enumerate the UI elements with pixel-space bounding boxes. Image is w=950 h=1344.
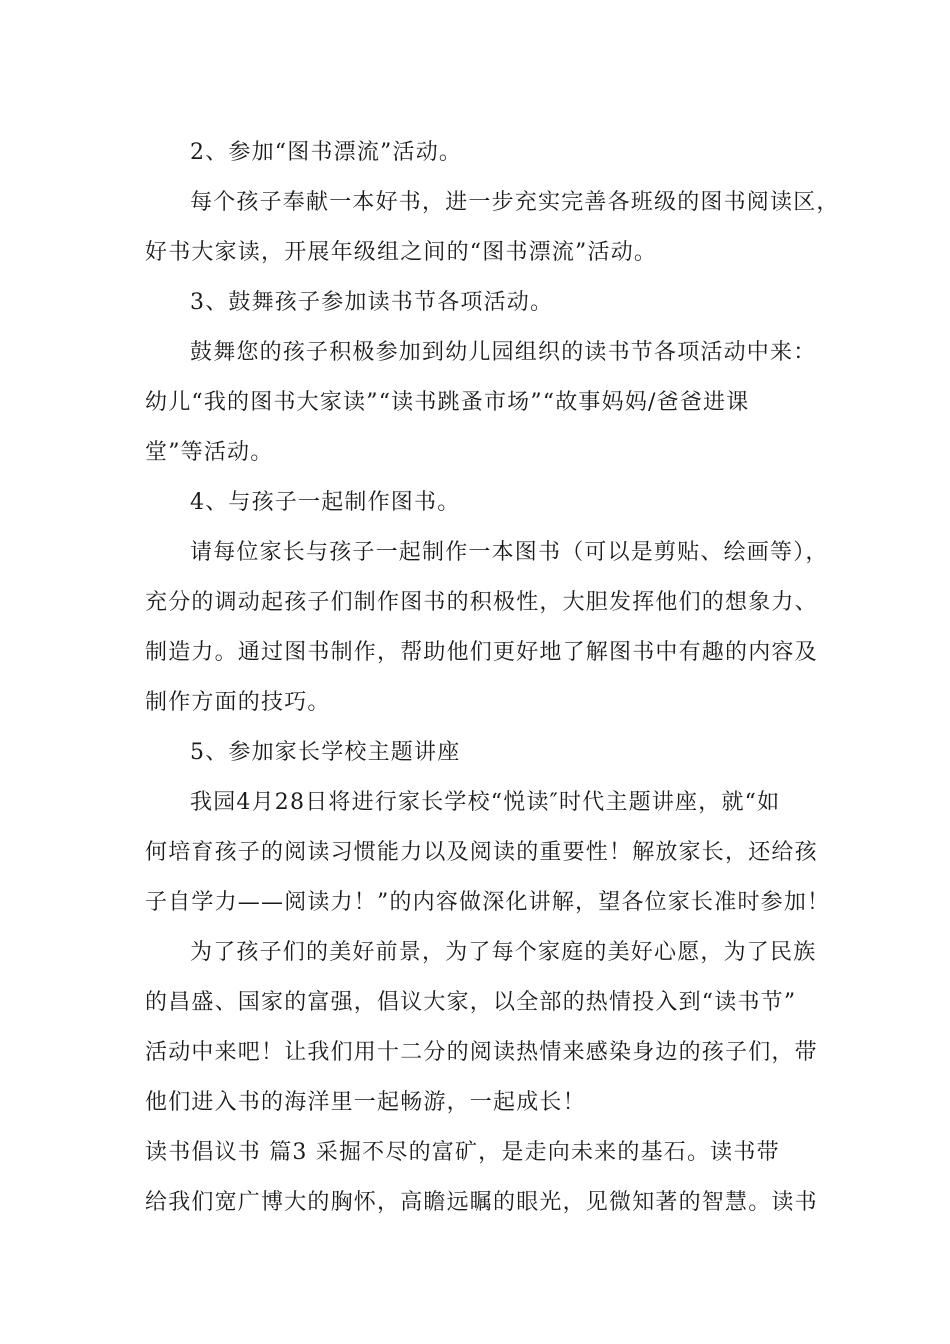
- paragraph-line: 给我们宽广博大的胸怀，高瞻远瞩的眼光，见微知著的智慧。读书: [145, 1190, 818, 1215]
- paragraph-line: 活动中来吧！让我们用十二分的阅读热情来感染身边的孩子们，带: [145, 1040, 818, 1065]
- paragraph-line: 充分的调动起孩子们制作图书的积极性，大胆发挥他们的想象力、: [145, 590, 818, 615]
- paragraph-line: 3、鼓舞孩子参加读书节各项活动。: [190, 290, 554, 315]
- paragraph-line: 读书倡议书 篇3 采掘不尽的富矿，是走向未来的基石。读书带: [145, 1140, 780, 1165]
- paragraph-line: 2、参加“图书漂流”活动。: [190, 140, 463, 165]
- paragraph-line: 幼儿“我的图书大家读”“读书跳蚤市场”“故事妈妈/爸爸进课: [145, 390, 750, 415]
- paragraph-line: 我园4月28日将进行家长学校“悦读″时代主题讲座，就“如: [190, 790, 781, 815]
- paragraph-line: 子自学力——阅读力！”的内容做深化讲解，望各位家长准时参加！: [145, 890, 831, 915]
- paragraph-line: 鼓舞您的孩子积极参加到幼儿园组织的读书节各项活动中来：: [190, 340, 817, 365]
- paragraph-line: 的昌盛、国家的富强，倡议大家，以全部的热情投入到“读书节”: [145, 990, 797, 1015]
- paragraph-line: 5、参加家长学校主题讲座: [190, 740, 461, 765]
- paragraph-line: 4、与孩子一起制作图书。: [190, 490, 461, 515]
- paragraph-line: 何培育孩子的阅读习惯能力以及阅读的重要性！解放家长，还给孩: [145, 840, 818, 865]
- paragraph-line: 为了孩子们的美好前景，为了每个家庭的美好心愿，为了民族: [190, 940, 817, 965]
- paragraph-line: 制作方面的技巧。: [145, 690, 331, 715]
- paragraph-line: 堂”等活动。: [145, 440, 274, 465]
- paragraph-line: 他们进入书的海洋里一起畅游，一起成长！: [145, 1090, 586, 1115]
- paragraph-line: 每个孩子奉献一本好书，进一步充实完善各班级的图书阅读区，: [190, 190, 840, 215]
- paragraph-line: 请每位家长与孩子一起制作一本图书（可以是剪贴、绘画等），: [190, 540, 829, 565]
- paragraph-line: 制造力。通过图书制作，帮助他们更好地了解图书中有趣的内容及: [145, 640, 818, 665]
- paragraph-line: 好书大家读，开展年级组之间的“图书漂流”活动。: [145, 240, 658, 265]
